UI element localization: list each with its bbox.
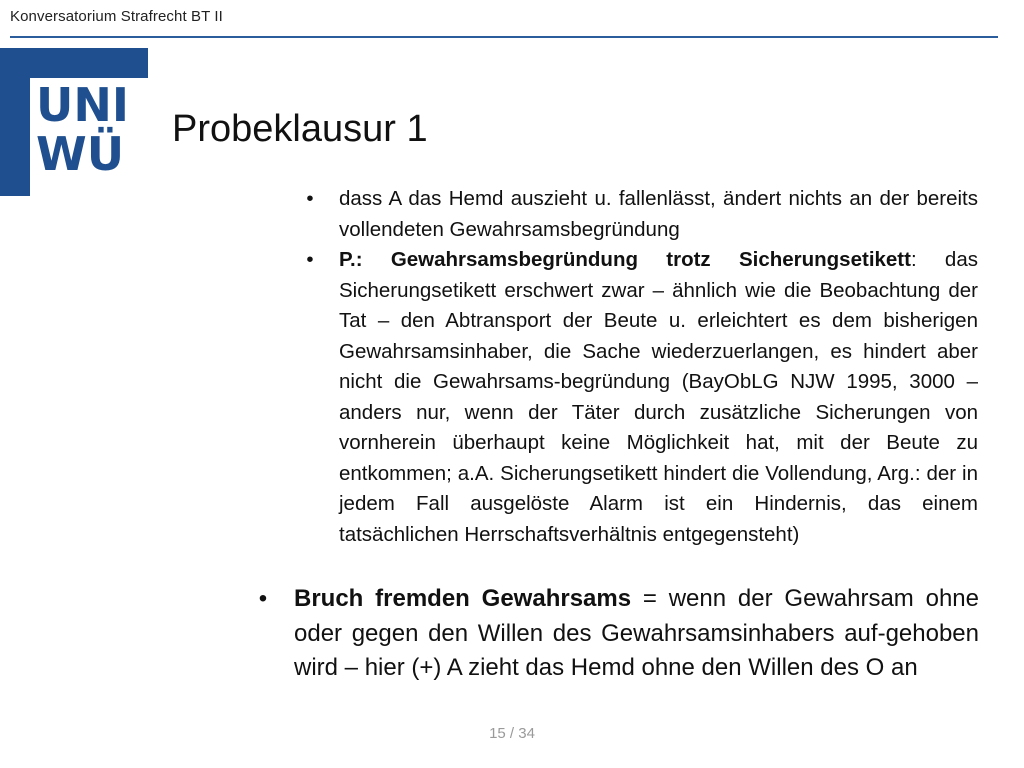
- header-divider: [10, 36, 998, 38]
- bullet-icon: •: [258, 585, 268, 612]
- page-indicator: 15 / 34: [489, 725, 535, 742]
- logo-text-line-1: UNI: [36, 78, 129, 132]
- main-bullet-text: = wenn der Gewahrsam ohne oder gegen den Willen des Gewahrsamsinhabers auf-gehoben wird – hier (+) A zieht das Hemd ohne den Willen des O an: [294, 585, 979, 681]
- sub-bullet-item: [300, 184, 978, 245]
- bullet-icon: •: [306, 187, 314, 210]
- sub-bullet-text: : das Sicherungsetikett erschwert zwar – ähnlich wie die Beobachtung der Tat – den Abtransport der Beute u. erleichtert es dem bisherigen Gewahrsamsinhaber, die Sache wiederzuerlangen, es hindert aber nicht die Gewahrsams-begründung (BayObLG NJW 1995, 3000 – anders nur, wenn der Täter durch zusätzliche Sicherungen von vornherein überhaupt keine Möglichkeit hat, mit der Beute zu entkommen; a.A. Sicherungsetikett hindert die Vollendung, Arg.: der in jedem Fall ausgelöste Alarm ist ein Hindernis, das einem tatsächlichen Herrschaftsverhältnis entgegensteht): [339, 248, 978, 546]
- main-bullet-item: [253, 582, 979, 686]
- logo-text-line-2: WÜ: [36, 127, 125, 181]
- sub-bullet-list: [300, 184, 978, 550]
- course-title: Konversatorium Strafrecht BT II: [10, 8, 223, 25]
- sub-bullet-item: [300, 245, 978, 550]
- sub-bullet-bold-heading: P.: Gewahrsamsbegründung trotz Sicherungsetikett: [339, 248, 911, 271]
- main-bullet-bold-heading: Bruch fremden Gewahrsams: [294, 585, 632, 612]
- main-bullet-list: [253, 582, 979, 686]
- sub-bullet-text: dass A das Hemd auszieht u. fallenlässt, ändert nichts an der bereits vollendeten Gewahrsamsbegründung: [339, 187, 978, 241]
- slide-title: Probeklausur 1: [172, 108, 428, 150]
- bullet-icon: •: [306, 248, 314, 271]
